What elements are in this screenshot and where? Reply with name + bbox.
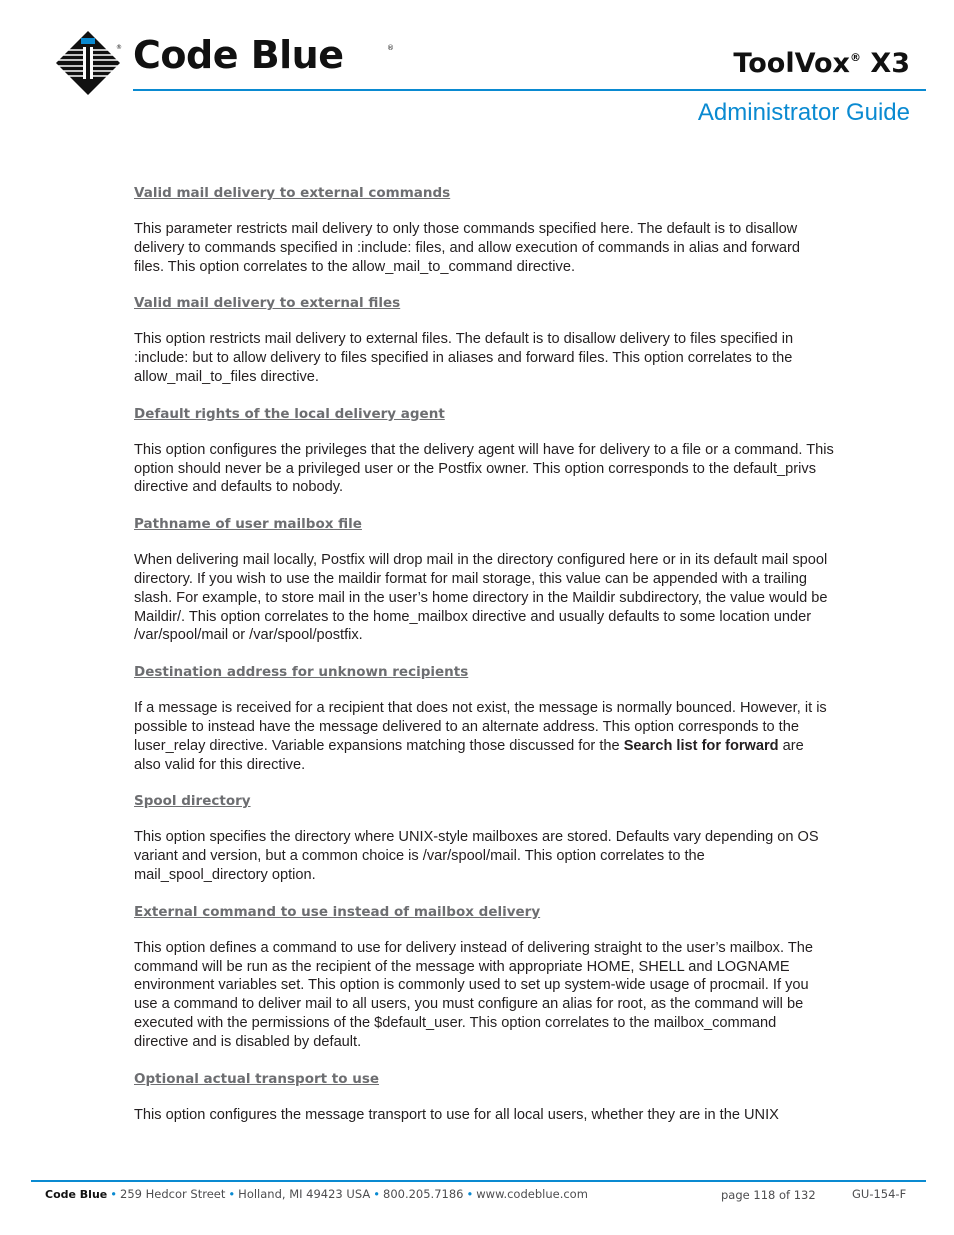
product-registered: ®: [849, 51, 861, 64]
section-heading: Spool directory: [134, 793, 251, 810]
footer-city: Holland, MI 49423 USA: [238, 1187, 371, 1201]
footer-divider: [31, 1180, 926, 1182]
section: [134, 792, 834, 884]
section-body-text: are also valid for this directive.: [134, 737, 804, 773]
footer-separator: •: [466, 1187, 474, 1201]
brand-logo-text: Code Blue: [133, 33, 344, 77]
product-suffix: X3: [870, 48, 910, 79]
section-heading: Pathname of user mailbox file: [134, 516, 362, 533]
footer-phone: 800.205.7186: [383, 1187, 464, 1201]
footer-separator: •: [373, 1187, 380, 1201]
footer-separator: •: [228, 1187, 236, 1201]
section: [134, 663, 834, 774]
footer-brand: Code Blue: [45, 1188, 108, 1201]
section: [134, 903, 834, 1052]
section-heading: Default rights of the local delivery agent: [134, 405, 445, 422]
document-subtitle: Administrator Guide: [697, 99, 910, 126]
section-heading: Destination address for unknown recipients: [134, 664, 469, 681]
section-heading: External command to use instead of mailbox delivery: [134, 903, 541, 920]
code-blue-logo-icon: [55, 30, 121, 96]
section-heading: Valid mail delivery to external commands: [134, 185, 451, 201]
section-heading: Valid mail delivery to external files: [134, 295, 401, 312]
footer-website[interactable]: www.codeblue.com: [476, 1187, 588, 1201]
section: [134, 405, 834, 497]
product-title: [733, 50, 910, 77]
page-number: page 118 of 132: [721, 1188, 816, 1202]
logo-mark-registered: ®: [116, 44, 122, 51]
section-body-text: If a message is received for a recipient that does not exist, the message is normally bounced. However, it is possible to instead have the message delivered to an alternate address. This option corresponds to the luser_relay directive. Variable expansions matching those discussed for the: [134, 700, 827, 754]
document-id: GU-154-F: [852, 1187, 907, 1201]
section-body: This parameter restricts mail delivery to only those commands specified here. The default is to disallow delivery to commands specified in :include: files, and allow execution of commands in alias and forward files. This option correlates to the allow_mail_to_command directive.: [134, 221, 800, 275]
section-body-emphasis: Search list for forward: [623, 737, 779, 754]
section-body: This option restricts mail delivery to external files. The default is to disallow delivery to files specified in :include: but to allow delivery to files specified in aliases and forward files. This option correlates to the allow_mail_to_files directive.: [134, 331, 794, 385]
section: [134, 515, 834, 645]
logo-registered: ®: [387, 44, 394, 52]
section: [134, 1070, 834, 1125]
page-footer: [45, 1187, 915, 1201]
header-divider: [133, 89, 926, 91]
footer-separator: •: [110, 1187, 118, 1201]
section: [134, 184, 834, 276]
section-body: This option configures the privileges that the delivery agent will have for delivery to a file or a command. This option should never be a privileged user or the Postfix owner. This option corresponds to the default_privs directive and defaults to nobody.: [134, 441, 834, 496]
section-body: This option configures the message transport to use for all local users, whether they are in the UNIX: [134, 1106, 779, 1123]
section-body: When delivering mail locally, Postfix will drop mail in the directory configured here or in its default mail spool directory. If you wish to use the maildir format for mail storage, this value can be appended with a trailing slash. For example, to store mail in the user’s home directory in the Maildir subdirectory, the value would be Maildir/. This option correlates to the home_mailbox directive and usually defaults to some location under /var/spool/mail or /var/spool/postfix.: [134, 552, 828, 644]
footer-address: 259 Hedcor Street: [120, 1187, 226, 1201]
section-heading: Optional actual transport to use: [134, 1070, 380, 1087]
section-body: [134, 699, 834, 774]
section-body: This option defines a command to use for delivery instead of delivering straight to the user’s mailbox. The command will be run as the recipient of the message with appropriate HOME, SHELL and LOGNAME environment variables set. This option is commonly used to set up system-wide usage of procmail. If you use a command to deliver mail to all users, you must configure an alias for root, as the command will be executed with the permissions of the $default_user. This option correlates to the mailbox_command directive and is disabled by default.: [134, 939, 813, 1050]
page-content: [134, 184, 834, 1142]
section: [134, 294, 834, 386]
product-name: ToolVox: [733, 48, 850, 79]
section-body: This option specifies the directory where UNIX-style mailboxes are stored. Defaults vary depending on OS variant and version, but a common choice is /var/spool/mail. This option correlates to the mail_spool_directory option.: [134, 829, 819, 883]
